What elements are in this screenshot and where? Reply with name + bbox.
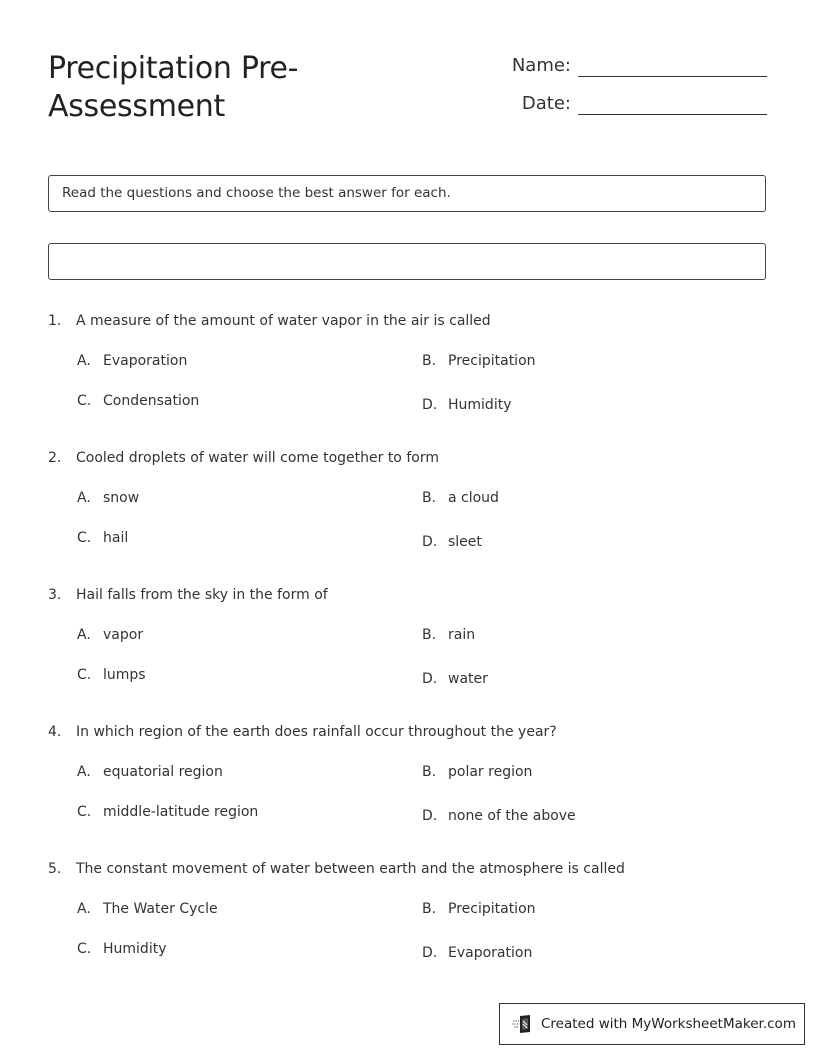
option-letter: A. <box>77 764 91 780</box>
option-a[interactable] <box>77 352 187 370</box>
instructions-box: Read the questions and choose the best answer for each. <box>48 175 766 212</box>
option-letter: B. <box>422 353 437 369</box>
option-text: Humidity <box>103 941 167 957</box>
option-text: hail <box>103 530 129 546</box>
question-number: 4. <box>48 724 62 740</box>
option-letter: D. <box>422 671 438 687</box>
option-text: sleet <box>448 534 482 550</box>
option-letter: D. <box>422 397 438 413</box>
name-blank-line[interactable] <box>578 52 767 77</box>
question-2 <box>48 449 768 550</box>
option-letter: D. <box>422 534 438 550</box>
option-text: Evaporation <box>103 353 188 369</box>
option-letter: C. <box>77 667 92 683</box>
option-b[interactable] <box>422 626 475 644</box>
option-text: Evaporation <box>448 945 533 961</box>
option-letter: C. <box>77 530 92 546</box>
option-letter: D. <box>422 808 438 824</box>
option-b[interactable] <box>422 763 532 781</box>
option-letter: A. <box>77 901 91 917</box>
option-text: none of the above <box>448 808 576 824</box>
option-c[interactable] <box>77 666 146 684</box>
question-number: 1. <box>48 313 62 329</box>
option-text: water <box>448 671 488 687</box>
option-letter: C. <box>77 804 92 820</box>
option-letter: B. <box>422 764 437 780</box>
page-title: Precipitation Pre-Assessment <box>48 51 299 124</box>
date-blank-line[interactable] <box>578 90 767 115</box>
option-letter: A. <box>77 490 91 506</box>
option-text: polar region <box>448 764 533 780</box>
option-c[interactable] <box>77 940 166 958</box>
worksheet-maker-logo-icon <box>512 1014 534 1034</box>
date-label: Date: <box>521 93 571 114</box>
option-text: Humidity <box>448 397 512 413</box>
question-number: 2. <box>48 450 62 466</box>
option-d[interactable] <box>422 396 511 414</box>
option-a[interactable] <box>77 763 223 781</box>
option-d[interactable] <box>422 944 532 962</box>
option-d[interactable] <box>422 807 576 825</box>
question-5 <box>48 860 768 961</box>
question-3 <box>48 586 768 687</box>
credit-text: Created with MyWorksheetMaker.com <box>541 1016 796 1032</box>
option-text: lumps <box>103 667 146 683</box>
empty-notes-box <box>48 243 766 280</box>
option-a[interactable] <box>77 489 139 507</box>
option-text: Precipitation <box>448 353 536 369</box>
option-letter: C. <box>77 941 92 957</box>
option-text: Precipitation <box>448 901 536 917</box>
option-text: middle-latitude region <box>103 804 259 820</box>
question-text: Hail falls from the sky in the form of <box>76 587 328 603</box>
option-letter: A. <box>77 353 91 369</box>
question-4 <box>48 723 768 824</box>
option-a[interactable] <box>77 626 143 644</box>
name-label: Name: <box>511 55 571 76</box>
option-b[interactable] <box>422 489 499 507</box>
option-c[interactable] <box>77 392 199 410</box>
question-number: 5. <box>48 861 62 877</box>
option-c[interactable] <box>77 803 258 821</box>
question-number: 3. <box>48 587 62 603</box>
option-text: vapor <box>103 627 144 643</box>
option-c[interactable] <box>77 529 128 547</box>
option-letter: B. <box>422 901 437 917</box>
option-a[interactable] <box>77 900 218 918</box>
option-d[interactable] <box>422 670 488 688</box>
question-text: A measure of the amount of water vapor in the air is called <box>76 313 491 329</box>
option-letter: A. <box>77 627 91 643</box>
question-1 <box>48 312 768 413</box>
option-b[interactable] <box>422 900 536 918</box>
created-with-badge[interactable] <box>499 1003 805 1045</box>
option-letter: D. <box>422 945 438 961</box>
option-text: a cloud <box>448 490 499 506</box>
name-field <box>512 52 767 77</box>
option-text: Condensation <box>103 393 200 409</box>
question-text: In which region of the earth does rainfall occur throughout the year? <box>76 724 557 740</box>
option-text: The Water Cycle <box>103 901 218 917</box>
question-text: The constant movement of water between earth and the atmosphere is called <box>76 861 625 877</box>
option-b[interactable] <box>422 352 536 370</box>
date-field <box>522 90 767 115</box>
option-letter: B. <box>422 490 437 506</box>
option-text: equatorial region <box>103 764 223 780</box>
option-d[interactable] <box>422 533 482 551</box>
option-text: snow <box>103 490 140 506</box>
option-letter: B. <box>422 627 437 643</box>
option-letter: C. <box>77 393 92 409</box>
question-text: Cooled droplets of water will come together to form <box>76 450 439 466</box>
option-text: rain <box>448 627 476 643</box>
